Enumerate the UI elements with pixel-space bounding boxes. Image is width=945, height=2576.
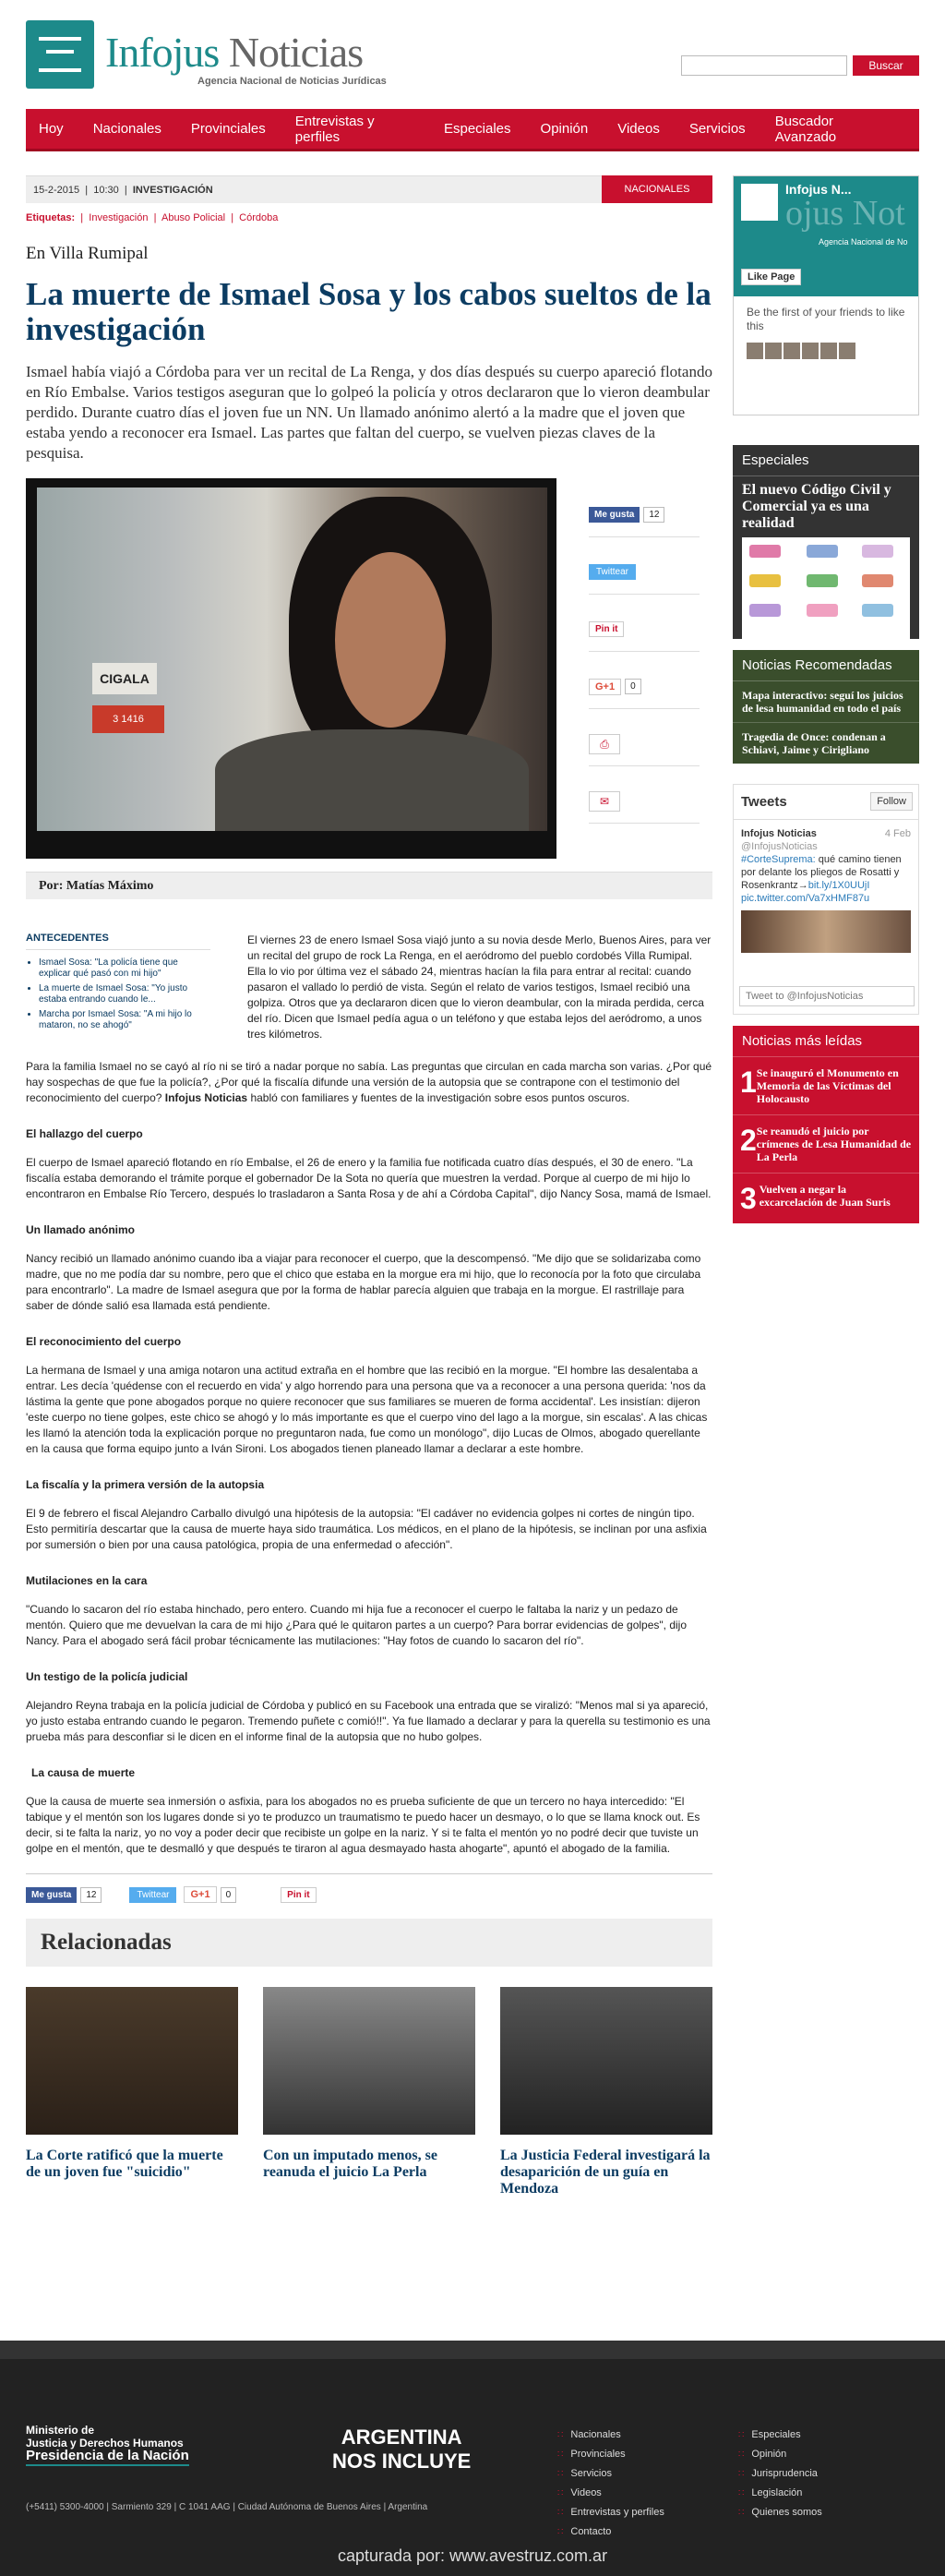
cover-text: ojus Not	[785, 194, 905, 233]
search-button[interactable]: Buscar	[853, 55, 919, 76]
mas-leida-item[interactable]	[733, 1174, 919, 1223]
facebook-friends-text: Be the first of your friends to like this	[747, 306, 905, 332]
rank-number: 2	[740, 1124, 757, 1157]
body-paragraph: El 9 de febrero el fiscal Alejandro Carballo divulgó una hipótesis de la autopsia: "El cadáver no evidencia golpes ni cortes de ningún tipo. Esto permitiría descartar que la causa de muerte haya sido traumática. Los médicos, en el plano de la hipótesis, se inclinan por una asfixia por sumersión o bien por una causa patológica, propia de una enfermedad o afección".	[26, 1507, 707, 1551]
nav-opinion[interactable]: Opinión	[540, 121, 589, 137]
cover-subtitle: Agencia Nacional de No	[819, 237, 908, 247]
recomendadas-block	[733, 650, 919, 764]
sidebar	[733, 175, 919, 1223]
mas-leida-title[interactable]: Se inauguró el Monumento en Memoria de las Víctimas del Holocausto	[756, 1066, 899, 1105]
facebook-like-button[interactable]: Me gusta	[26, 1887, 77, 1903]
footer-link[interactable]: ∷ Legislación	[738, 2484, 822, 2503]
twitter-widget	[733, 784, 919, 1015]
body-subheading: Un llamado anónimo	[26, 1223, 136, 1236]
logo-subtitle: Agencia Nacional de Noticias Jurídicas	[197, 76, 387, 87]
especiales-image[interactable]	[742, 537, 910, 639]
especiales-block	[733, 445, 919, 639]
facebook-like-button[interactable]: Me gusta	[589, 507, 640, 523]
twitter-follow-button[interactable]: Follow	[870, 792, 913, 811]
tweet-button[interactable]: Twittear	[589, 564, 636, 580]
recomendada-item[interactable]: Mapa interactivo: seguí los juicios de lesa humanidad en todo el país	[733, 681, 919, 723]
especiales-title[interactable]: El nuevo Código Civil y Comercial ya es una realidad	[742, 482, 891, 531]
related-image[interactable]	[26, 1987, 238, 2135]
footer-link[interactable]: ∷ Jurisprudencia	[738, 2464, 822, 2484]
tag-link[interactable]: Investigación	[89, 212, 149, 223]
nav-especiales[interactable]: Especiales	[443, 121, 511, 137]
mas-leida-title[interactable]: Se reanudó el juicio por crímenes de Lesa Humanidad de La Perla	[756, 1125, 912, 1163]
body-paragraph: Nancy recibió un llamado anónimo cuando iba a viajar para reconocer el cuerpo, que la descompensó. "Me dijo que se solidarizaba como madre, que no me podía dar su nombre, pero que el chico que estaba en la morgue era mi hijo, que lo reconocía por la foto que circulaba para encontrarlo". La madre de Ismael asegura que por la forma de hablar parecía alguien que trabaja en la morgue. El rastrillaje para saber de dónde salió esa llamada está pendiente.	[26, 1252, 701, 1312]
body-subheading: El hallazgo del cuerpo	[26, 1127, 143, 1140]
related-title[interactable]: La Corte ratificó que la muerte de un joven fue "suicidio"	[26, 2148, 223, 2180]
gplus-count: 0	[221, 1887, 237, 1903]
tweet	[734, 820, 918, 960]
photo-sign: CIGALA	[92, 663, 157, 694]
nav-buscador[interactable]: Buscador Avanzado	[774, 113, 837, 145]
related-item[interactable]	[263, 1987, 475, 2197]
footer-link[interactable]: ∷ Servicios	[557, 2464, 664, 2484]
search-input[interactable]	[681, 55, 847, 76]
nav-servicios[interactable]: Servicios	[688, 121, 746, 137]
pinit-button[interactable]: Pin it	[281, 1887, 316, 1903]
article-body	[26, 933, 712, 1857]
gplus-button[interactable]: G+1	[184, 1886, 216, 1903]
facebook-page-name[interactable]: Infojus N...	[785, 182, 852, 197]
footer-link[interactable]: ∷ Especiales	[738, 2426, 822, 2445]
mas-leida-title[interactable]: Vuelven a negar la excarcelación de Juan Suris	[759, 1183, 891, 1209]
tags-row: Etiquetas: | Investigación | Abuso Policial | Córdoba	[26, 212, 279, 223]
gplus-button[interactable]: G+1	[589, 679, 621, 695]
media-block	[26, 478, 712, 864]
main-nav	[26, 109, 919, 151]
footer-address: (+5411) 5300-4000 | Sarmiento 329 | C 1041 AAG | Ciudad Autónoma de Buenos Aires | Argentina	[26, 2502, 428, 2512]
body-subheading: La causa de muerte	[31, 1766, 136, 1779]
body-subheading: Un testigo de la policía judicial	[26, 1670, 188, 1683]
facebook-widget	[733, 175, 919, 415]
related-title[interactable]: La Justicia Federal investigará la desaparición de un guía en Mendoza	[500, 2148, 711, 2197]
especiales-heading: Especiales	[733, 445, 919, 476]
capture-watermark: capturada por: www.avestruz.com.ar	[337, 2546, 608, 2565]
photo-sign-2: 3 1416	[92, 705, 164, 733]
share-bar-bottom	[26, 1873, 712, 1902]
body-subheading: El reconocimiento del cuerpo	[26, 1335, 182, 1348]
tweet-hashtag[interactable]: #CorteSuprema:	[741, 854, 816, 865]
footer-link[interactable]: ∷ Provinciales	[557, 2445, 664, 2464]
nav-provinciales[interactable]: Provinciales	[190, 121, 266, 137]
site-header	[26, 20, 919, 96]
gplus-count: 0	[625, 679, 641, 694]
body-paragraph: "Cuando lo sacaron del río estaba hinchado, pero entero. Cuando mi hija fue a reconocer el cuerpo le faltaba la nariz y un pedazo de mentón. Quiero que me devuelvan la cara de mi hijo ¿Para qué le quitaron partes a un cuerpo? Para borrar evidencias de golpes", dijo Nancy. Para el abogado será fácil probar técnicamente las mutilaciones: "Hay fotos de cuando lo sacaron del río".	[26, 1603, 688, 1647]
article-time: 10:30	[93, 185, 119, 196]
related-heading: Relacionadas	[26, 1919, 712, 1967]
printer-icon[interactable]: ⎙	[589, 734, 620, 754]
recomendada-item[interactable]: Tragedia de Once: condenan a Schiavi, Jaime y Cirigliano	[742, 730, 886, 756]
related-image[interactable]	[500, 1987, 712, 2135]
tweet-to-input[interactable]: Tweet to @InfojusNoticias	[739, 986, 915, 1006]
antecedentes-heading: ANTECEDENTES	[26, 933, 210, 950]
tweet-handle: @InfojusNoticias	[741, 841, 818, 852]
ministerio-logo[interactable]: Ministerio de Justicia y Derechos Humanos Presidencia de la Nación	[26, 2424, 189, 2466]
footer-link[interactable]: ∷ Opinión	[738, 2445, 822, 2464]
friends-avatars	[734, 343, 918, 359]
footer-link[interactable]: ∷ Contacto	[557, 2522, 664, 2542]
mas-leidas-heading: Noticias más leídas	[733, 1026, 919, 1057]
related-item[interactable]	[500, 1987, 712, 2197]
like-page-button[interactable]: Like Page	[741, 269, 801, 285]
nav-videos[interactable]: Videos	[617, 121, 660, 137]
infojus-logo-icon[interactable]	[26, 20, 94, 89]
body-intro: El viernes 23 de enero Ismael Sosa viajó junto a su novia desde Merlo, Buenos Aires, para ver un recital del grupo de rock La Renga, en el aeródromo del pueblo cordobés Villa Rumipal. Ella lo vio por última vez el sábado 24, mientras hacían la fila para entrar al recital: cuando pasaron el vallado lo perdió de vista. Según el relato de varios testigos, Ismael recibió una golpiza. Otros que ya declararon dicen que lo vieron deambular, con la mirada perdida, cerca del río. Dicen que Ismael pedía agua o un teléfono y que estaba lejos del aeródromo, a unos tres kilómetros.	[247, 933, 712, 1041]
article-date: 15-2-2015	[33, 185, 80, 196]
article-author: Por: Matías Máximo	[26, 872, 712, 899]
nav-nacionales[interactable]: Nacionales	[92, 121, 161, 137]
site-footer	[0, 2341, 945, 2576]
rank-number: 3	[740, 1182, 757, 1215]
share-column	[589, 493, 700, 837]
recomendadas-heading: Noticias Recomendadas	[733, 650, 919, 681]
article-photo[interactable]	[37, 488, 547, 831]
related-image[interactable]	[263, 1987, 475, 2135]
mas-leida-item[interactable]	[733, 1057, 919, 1115]
body-subheading: La fiscalía y la primera versión de la autopsia	[26, 1478, 265, 1491]
article-section: INVESTIGACIÓN	[132, 185, 213, 196]
body-paragraph: La hermana de Ismael y una amiga notaron una actitud extraña en el hombre que las recibió en la morgue. "El hombre las desalentaba a entrar. Les decía 'quédense con el recuerdo en vida' y algo horrendo para una persona que va a reconocer a una persona querida: 'nos da lástima la gente que pone abogados porque no quiere reconocer que sus familiares se mueren de forma accidental'. Les insistían: dijeron 'este cuerpo no tiene golpes, este chico se ahogó y lo más importante es que el cuerpo vino del lago a la morgue, sin escalas'. A las chicas les llamó la atención toda la explicación porque no preguntaron nada, fue como un monólogo", dijo Lucas de Olmos, abogado querellante en la causa que forma equipo junto a Iván Sironi. Los abogados tienen planeado llamar a declarar a este hombre.	[26, 1364, 708, 1455]
nav-entrevistas[interactable]: Entrevistas y perfiles	[294, 113, 375, 145]
related-title[interactable]: Con un imputado menos, se reanuda el juicio La Perla	[263, 2148, 437, 2180]
article-photo-frame	[26, 478, 556, 859]
logo-text[interactable]: Infojus Noticias	[105, 29, 364, 76]
body-paragraph: Para la familia Ismael no se cayó al río ni se tiró a nadar porque no sabía. Las preguntas que circulan en cada marcha son varias. ¿Por qué hay sospechas de que fue la policía?, ¿Por qué la fiscalía difunde una versión de la autopsia que se contrapone con el testimonio del reconocimiento del cuerpo? Infojus Noticias habló con familiares y fuentes de la investigación sobre esos puntos oscuros.	[26, 1060, 712, 1104]
tag-link[interactable]: Córdoba	[239, 212, 279, 223]
footer-links-2	[738, 2426, 822, 2522]
antecedente-link[interactable]: • Ismael Sosa: "La policía tiene que explicar qué pasó con mi hijo"	[39, 957, 210, 980]
article-title: La muerte de Ismael Sosa y los cabos sueltos de la investigación	[26, 276, 712, 347]
tweets-heading: Tweets	[734, 785, 918, 820]
article-lead: Ismael había viajó a Córdoba para ver un recital de La Renga, y dos días después su cuerpo apareció flotando en Río Embalse. Varios testigos aseguran que lo golpeó la policía y otros declararon que lo vieron deambular perdido. Durante cuatro días el joven fue un NN. Un llamado anónimo alertó a la madre que el joven que estaba yendo a reconocer era Ismael. Las partes que faltan del cuerpo, se vuelven piezas claves de la pesquisa.	[26, 363, 712, 462]
tweet-pic-link[interactable]: pic.twitter.com/Va7xHMF87u	[741, 893, 870, 904]
antecedente-link[interactable]: • Marcha por Ismael Sosa: "A mi hijo lo mataron, no se ahogó"	[39, 1009, 210, 1031]
footer-link[interactable]: ∷ Entrevistas y perfiles	[557, 2503, 664, 2522]
tag-link[interactable]: Abuso Policial	[161, 212, 226, 223]
related-item[interactable]	[26, 1987, 238, 2197]
section-badge[interactable]: NACIONALES	[602, 175, 712, 203]
like-count: 12	[643, 507, 664, 523]
pinit-button[interactable]: Pin it	[589, 621, 624, 637]
rank-number: 1	[740, 1065, 757, 1099]
footer-link[interactable]: ∷ Nacionales	[557, 2426, 664, 2445]
body-paragraph: Que la causa de muerte sea inmersión o asfixia, para los abogados no es prueba suficiente de que un tercero no haya intercedido: "El tabique y el mentón son los lugares donde si yo te produzco un traumatismo te puedo hacer un desmayo, o lo que se llama knock out. Es decir, si te falta la nariz, yo no voy a poder decir que recibiste un golpe en la nariz. Y si te falta el mentón yo no podré decir que tuviste un golpe en el mentón, que te desmalló y que después te tiraron al agua desmayado hasta ahogarte", apuntó el abogado de la familia.	[26, 1795, 700, 1855]
antecedente-link[interactable]: • La muerte de Ismael Sosa: "Yo justo estaba entrando cuando le...	[39, 983, 210, 1005]
footer-link[interactable]: ∷ Videos	[557, 2484, 664, 2503]
tweet-button[interactable]: Twittear	[129, 1887, 176, 1903]
article-kicker: En Villa Rumipal	[26, 244, 149, 263]
page-avatar-icon	[739, 182, 780, 223]
body-subheading: Mutilaciones en la cara	[26, 1574, 148, 1587]
like-count: 12	[80, 1887, 102, 1903]
mas-leida-item[interactable]	[733, 1115, 919, 1174]
footer-links-1	[557, 2426, 664, 2542]
facebook-cover[interactable]	[734, 176, 918, 296]
mas-leidas-block	[733, 1026, 919, 1223]
tweet-link[interactable]: bit.ly/1X0UUjI	[807, 880, 870, 891]
body-paragraph: El cuerpo de Ismael apareció flotando en río Embalse, el 26 de enero y la familia fue notificada cuatro días después, el 30 de enero. "La fiscalía estaba demorando el trámite porque el gobernador De la Sota no quería que muestren la verdad. Porque al cuerpo de mi hijo lo encontraron en Embalse Río Tercero, después lo trasladaron a Santa Rosa y de ahí a Córdoba Capital", dijo Nancy Sosa, mamá de Ismael.	[26, 1156, 712, 1200]
article-column	[26, 175, 712, 2197]
tweet-date[interactable]: 4 Feb	[884, 828, 911, 839]
tweet-author[interactable]: Infojus Noticias	[741, 828, 817, 839]
related-grid	[26, 1987, 712, 2197]
antecedentes-box	[26, 933, 210, 1035]
mail-icon[interactable]: ✉	[589, 791, 620, 812]
argentina-logo: ARGENTINA NOS INCLUYE	[332, 2426, 472, 2473]
nav-hoy[interactable]: Hoy	[39, 121, 64, 137]
footer-link[interactable]: ∷ Quienes somos	[738, 2503, 822, 2522]
tags-label: Etiquetas:	[26, 212, 76, 223]
tweet-image[interactable]	[741, 910, 911, 953]
tweet-text: qué camino tienen por delante los pliegos de Rosatti y Rosenkrantz→	[741, 854, 902, 891]
body-paragraph: Alejandro Reyna trabaja en la policía judicial de Córdoba y publicó en su Facebook una entrada que se viralizó: "Menos mal si ya apareció, yo justo estaba entrando cuando le pegaron. Tremendo puñete c comió!!". Ya fue llamado a declarar y para la querella su testimonio es una prueba más para desconfiar si le dicen en el informe final de la autopsia que no hubo golpes.	[26, 1699, 711, 1743]
article-meta: 15-2-2015 | 10:30 | INVESTIGACIÓN	[26, 175, 712, 203]
